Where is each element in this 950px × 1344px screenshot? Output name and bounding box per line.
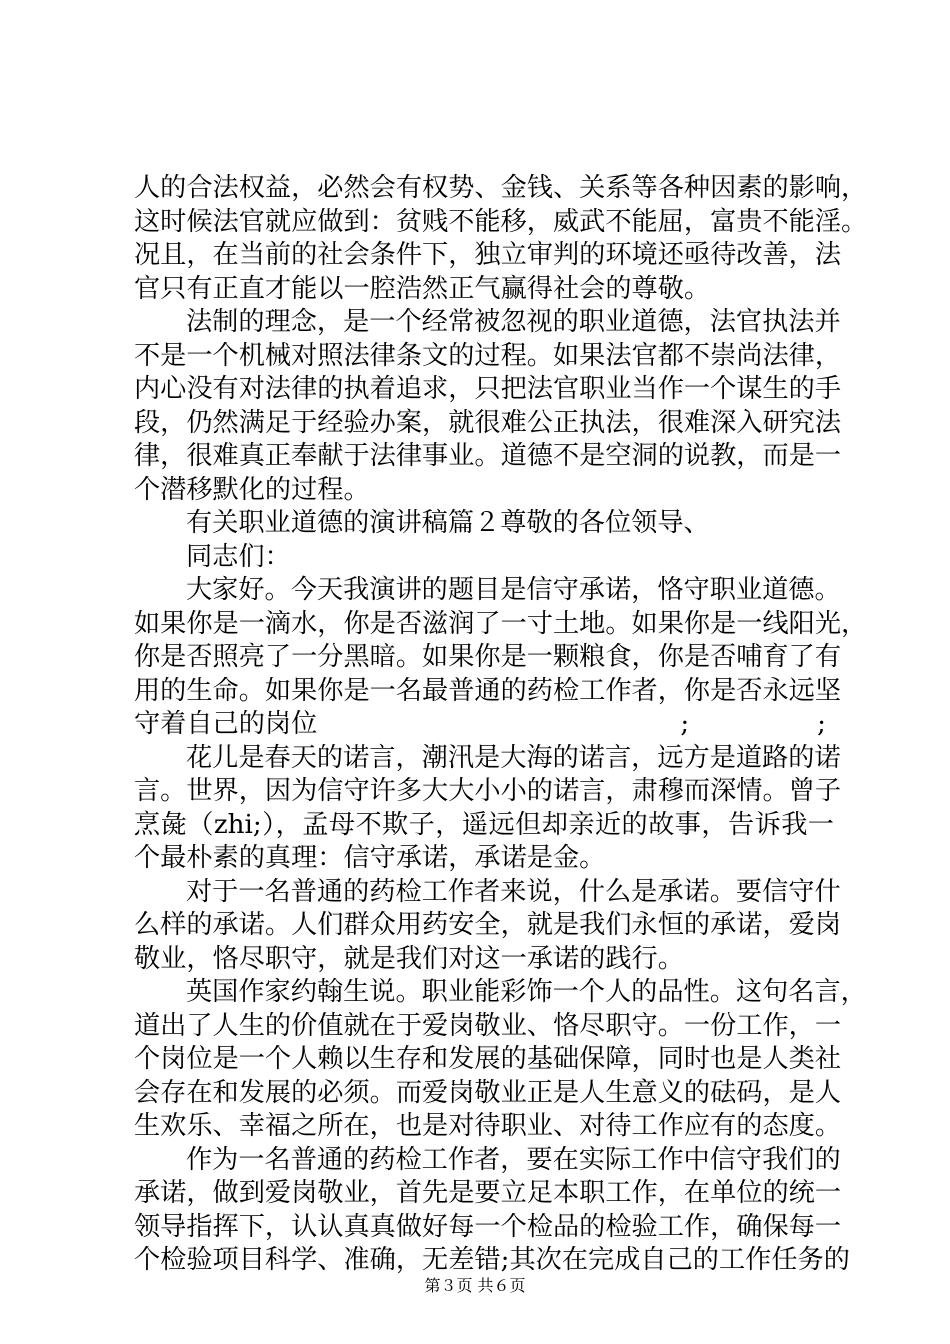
text-segment: ; — [680, 709, 690, 739]
text-line: 个检验项目科学、准确，无差错;其次在完成自己的工作任务的 — [134, 1245, 850, 1275]
text-line: 这时候法官就应做到：贫贱不能移，威武不能屈，富贵不能淫。 — [134, 206, 868, 237]
text-line: 作为一名普通的药检工作者，要在实际工作中信守我们的 — [186, 1144, 841, 1175]
text-line: 对于一名普通的药检工作者来说，什么是承诺。要信守什 — [186, 876, 841, 907]
document-body — [134, 172, 868, 1278]
text-line: 不是一个机械对照法律条文的过程。如果法官都不崇尚法律， — [134, 340, 842, 371]
text-line: 会存在和发展的必须。而爱岗敬业正是人生意义的砝码，是人 — [134, 1077, 842, 1108]
text-line: 同志们： — [186, 541, 291, 572]
text-line — [134, 708, 834, 742]
text-line: 道出了人生的价值就在于爱岗敬业、恪尽职守。一份工作，一 — [134, 1010, 842, 1041]
text-line: 法制的理念，是一个经常被忽视的职业道德，法官执法并 — [186, 307, 841, 337]
text-segment: ; — [817, 709, 826, 739]
text-line: 个潜移默化的过程。 — [134, 474, 370, 505]
text-line: 领导指挥下，认认真真做好每一个检品的检验工作，确保每一 — [134, 1211, 842, 1242]
text-line: 个岗位是一个人赖以生存和发展的基础保障，同时也是人类社 — [134, 1044, 842, 1074]
text-line: 个最朴素的真理：信守承诺，承诺是金。 — [134, 843, 606, 873]
text-line: 敬业，恪尽职守，就是我们对这一承诺的践行。 — [134, 943, 684, 974]
text-line: 花儿是春天的诺言，潮汛是大海的诺言，远方是道路的诺 — [186, 742, 841, 773]
text-line: 么样的承诺。人们群众用药安全，就是我们永恒的承诺，爱岗 — [134, 910, 842, 940]
text-line: 你是否照亮了一分黑暗。如果你是一颗粮食，你是否哺育了有 — [134, 642, 842, 672]
text-line: 律，很难真正奉献于法律事业。道德不是空洞的说教，而是一 — [134, 441, 842, 471]
text-line: 人的合法权益，必然会有权势、金钱、关系等各种因素的影响， — [134, 173, 868, 203]
text-line: 内心没有对法律的执着追求，只把法官职业当作一个谋生的手 — [134, 374, 842, 404]
page-number-footer: 第３页 共６页 — [424, 1276, 526, 1295]
text-line: 承诺，做到爱岗敬业，首先是要立足本职工作，在单位的统一 — [134, 1178, 842, 1208]
text-line: 大家好。今天我演讲的题目是信守承诺，恪守职业道德。 — [186, 575, 841, 605]
text-line: 烹彘（zhi;），孟母不欺子，遥远但却亲近的故事，告诉我一 — [134, 809, 834, 840]
text-line: 用的生命。如果你是一名最普通的药检工作者，你是否永远坚 — [134, 675, 842, 706]
text-line: 英国作家约翰生说。职业能彩饰一个人的品性。这句名言， — [186, 977, 867, 1007]
text-segment: 守着自己的岗位 — [134, 709, 318, 739]
text-line: 如果你是一滴水，你是否滋润了一寸土地。如果你是一线阳光， — [134, 608, 868, 639]
text-line: 生欢乐、幸福之所在，也是对待职业、对待工作应有的态度。 — [134, 1111, 842, 1141]
text-line: 况且，在当前的社会条件下，独立审判的环境还亟待改善，法 — [134, 240, 842, 270]
text-line: 有关职业道德的演讲稿篇２尊敬的各位领导、 — [186, 508, 710, 538]
text-line: 言。世界，因为信守许多大大小小的诺言，肃穆而深情。曾子 — [134, 776, 842, 806]
text-line: 官只有正直才能以一腔浩然正气赢得社会的尊敬。 — [134, 273, 711, 304]
text-line: 段，仍然满足于经验办案，就很难公正执法，很难深入研究法 — [134, 407, 842, 438]
